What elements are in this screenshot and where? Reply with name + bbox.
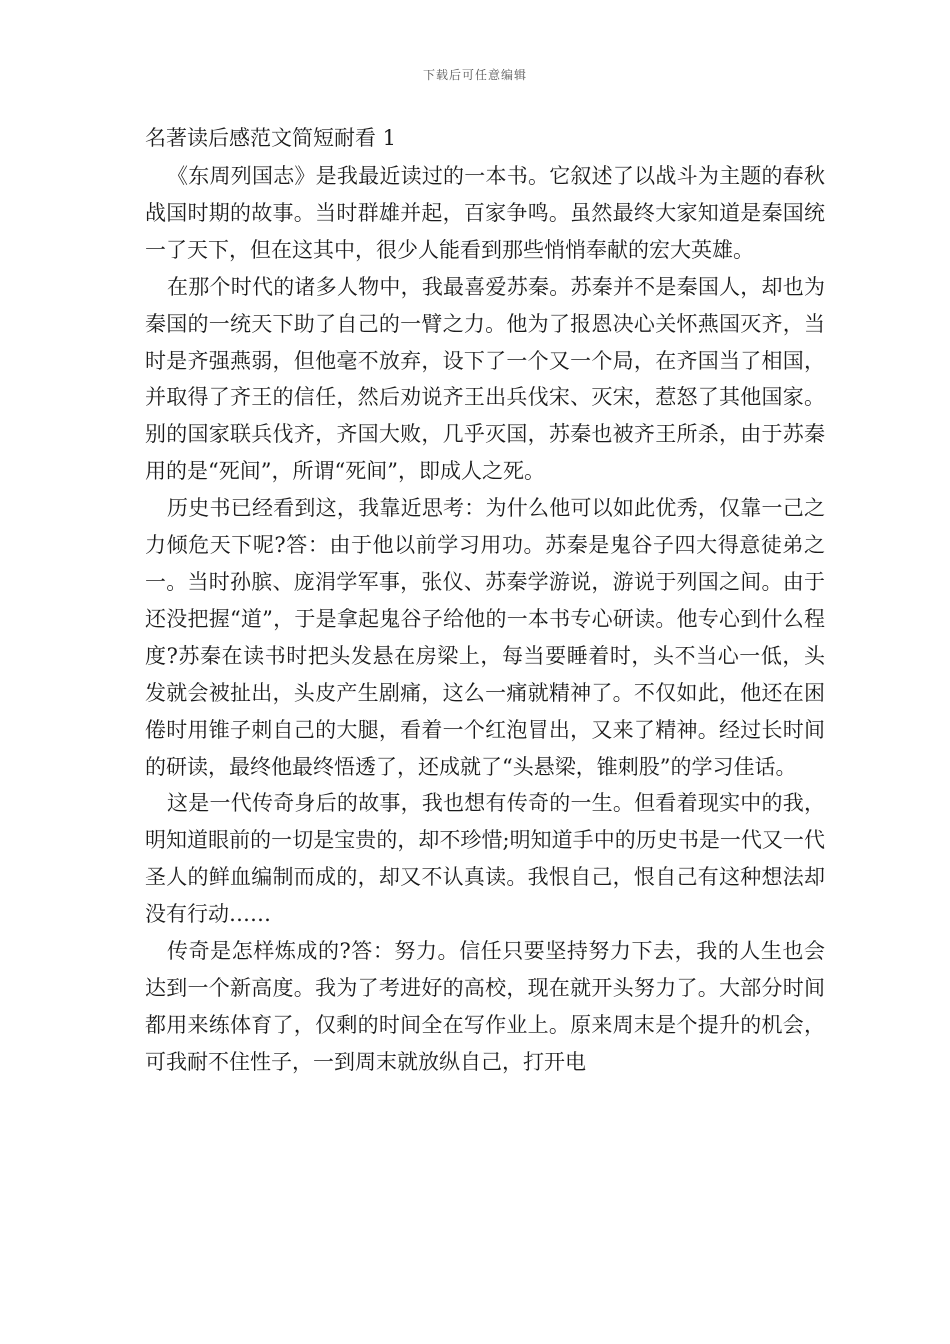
header-note: 下载后可任意编辑 [422,68,527,82]
paragraph-4: 这是一代传奇身后的故事，我也想有传奇的一生。但看着现实中的我，明知道眼前的一切是宝贵的，却不珍惜;明知道手中的历史书是一代又一代圣人的鲜血编制而成的，却又不认真读。我恨自己，恨自己有这种想法却没有行动…… [145,791,825,927]
paragraph-5: 传奇是怎样炼成的?答：努力。信任只要坚持努力下去，我的人生也会达到一个新高度。我为了考进好的高校，现在就开头努力了。大部分时间都用来练体育了，仅剩的时间全在写作业上。原来周末是个提升的机会，可我耐不住性子，一到周末就放纵自己，打开电 [145,939,825,1074]
paragraph-3: 历史书已经看到这，我靠近思考：为什么他可以如此优秀，仅靠一己之力倾危天下呢?答：由于他以前学习用功。苏秦是鬼谷子四大得意徒弟之一。当时孙膑、庞涓学军事，张仪、苏秦学游说，游说于列国之间。由于还没把握“道”，于是拿起鬼谷子给他的一本书专心研读。他专心到什么程度?苏秦在读书时把头发悬在房梁上，每当要睡着时，头不当心一低，头发就会被扯出，头皮产生剧痛，这么一痛就精神了。不仅如此，他还在困倦时用锥子刺自己的大腿，看着一个红泡冒出，又来了精神。经过长时间的研读，最终他最终悟透了，还成就了“头悬梁，锥刺股”的学习佳话。 [145,496,825,779]
paragraph-1: 《东周列国志》是我最近读过的一本书。它叙述了以战斗为主题的春秋战国时期的故事。当时群雄并起，百家争鸣。虽然最终大家知道是秦国统一了天下，但在这其中，很少人能看到那些悄悄奉献的宏大英雄。 [145,164,825,262]
document-title: 名著读后感范文简短耐看 1 [145,126,397,150]
paragraph-2: 在那个时代的诸多人物中，我最喜爱苏秦。苏秦并不是秦国人，却也为秦国的一统天下助了自己的一臂之力。他为了报恩决心关怀燕国灭齐，当时是齐强燕弱，但他毫不放弃，设下了一个又一个局，在齐国当了相国，并取得了齐王的信任，然后劝说齐王出兵伐宋、灭宋，惹怒了其他国家。别的国家联兵伐齐，齐国大败，几乎灭国，苏秦也被齐王所杀，由于苏秦用的是“死间”，所谓“死间”，即成人之死。 [145,274,825,484]
document-body [145,122,825,1081]
